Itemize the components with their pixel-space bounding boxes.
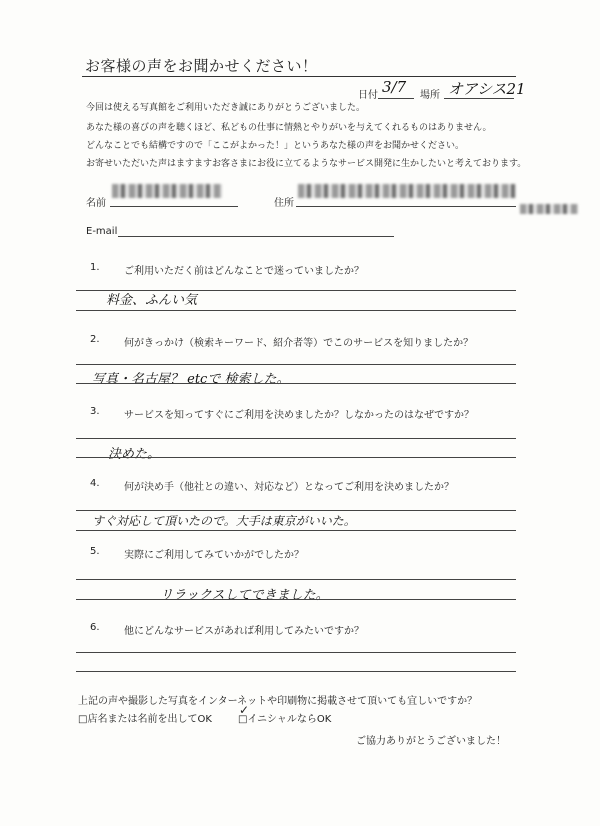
date-rule — [378, 98, 414, 99]
question-2-text: 何がきっかけ（検索キーワード、紹介者等）でこのサービスを知りましたか？ — [124, 338, 474, 349]
date-value: 3/7 — [382, 78, 407, 96]
answer-rule — [76, 364, 516, 365]
answer-rule — [76, 383, 516, 384]
consent-option-initials[interactable]: □イニシャルならOK — [238, 714, 332, 725]
answer-rule — [76, 290, 516, 291]
consent-option-name[interactable]: □店名または名前を出してOK — [78, 714, 212, 725]
question-5-text: 実際にご利用してみていかがでしたか？ — [124, 550, 304, 561]
question-6-text: 他にどんなサービスがあれば利用してみたいですか？ — [124, 626, 364, 637]
question-4-text: 何が決め手（他社との違い、対応など）となってご利用を決めましたか？ — [124, 482, 454, 493]
answer-rule — [76, 652, 516, 653]
consent-question: 上記の声や撮影した写真をインターネットや印刷物に掲載させて頂いても宜しいですか？ — [78, 696, 478, 707]
name-rule — [110, 206, 238, 207]
answer-rule — [76, 438, 516, 439]
title-underline — [82, 76, 516, 77]
email-rule — [118, 236, 394, 237]
address-redacted-cont — [520, 204, 578, 214]
place-value: オアシス21 — [448, 80, 526, 98]
question-4-answer: すぐ対応して頂いたので。大手は東京がいいた。 — [92, 514, 356, 528]
name-redacted — [112, 184, 222, 198]
address-label: 住所 — [274, 198, 294, 209]
question-6-number: 6. — [90, 622, 100, 633]
intro-line-4: お寄せいただいた声はますますお客さまにお役に立てるようなサービス開発に生かしたいと考えております。 — [86, 159, 527, 169]
answer-rule — [76, 310, 516, 311]
address-rule — [296, 206, 516, 207]
intro-line-1: 今回は使える写真館をご利用いただき誠にありがとうございました。 — [86, 103, 366, 113]
intro-line-2: あなた様の喜びの声を聴くほど、私どもの仕事に情熱とやりがいを与えてくれるものはありません。 — [86, 123, 492, 133]
question-2-number: 2. — [90, 334, 100, 345]
address-redacted — [298, 184, 516, 198]
page-title: お客様の声をお聞かせください！ — [85, 57, 318, 75]
answer-rule — [76, 671, 516, 672]
date-label: 日付 — [358, 90, 378, 101]
question-1-text: ご利用いただく前はどんなことで迷っていましたか？ — [124, 266, 364, 277]
answer-rule — [76, 599, 516, 600]
question-3-answer: 決めた。 — [108, 447, 161, 462]
question-2-answer: 写真・名古屋？ etcで 検索した。 — [92, 372, 290, 387]
answer-rule — [76, 530, 516, 531]
question-3-text: サービスを知ってすぐにご利用を決めましたか？しなかったのはなぜですか？ — [124, 410, 474, 421]
email-label: E-mail — [86, 226, 118, 237]
place-label: 場所 — [420, 90, 440, 101]
answer-rule — [76, 579, 516, 580]
question-5-number: 5. — [90, 546, 100, 557]
answer-rule — [76, 457, 516, 458]
question-1-answer: 料金、ふんい気 — [106, 293, 198, 308]
question-5-answer: リラックスしてできました。 — [160, 588, 329, 603]
place-rule — [444, 98, 514, 99]
answer-rule — [76, 510, 516, 511]
thanks-text: ご協力ありがとうございました！ — [356, 736, 506, 747]
question-1-number: 1. — [90, 262, 100, 273]
intro-line-3: どんなことでも結構ですので「ここがよかった！」というあなた様の声をお聞かせください。 — [86, 141, 465, 151]
name-label: 名前 — [86, 198, 106, 209]
checkmark-icon: ✓ — [239, 703, 250, 717]
question-4-number: 4. — [90, 478, 100, 489]
question-3-number: 3. — [90, 406, 100, 417]
